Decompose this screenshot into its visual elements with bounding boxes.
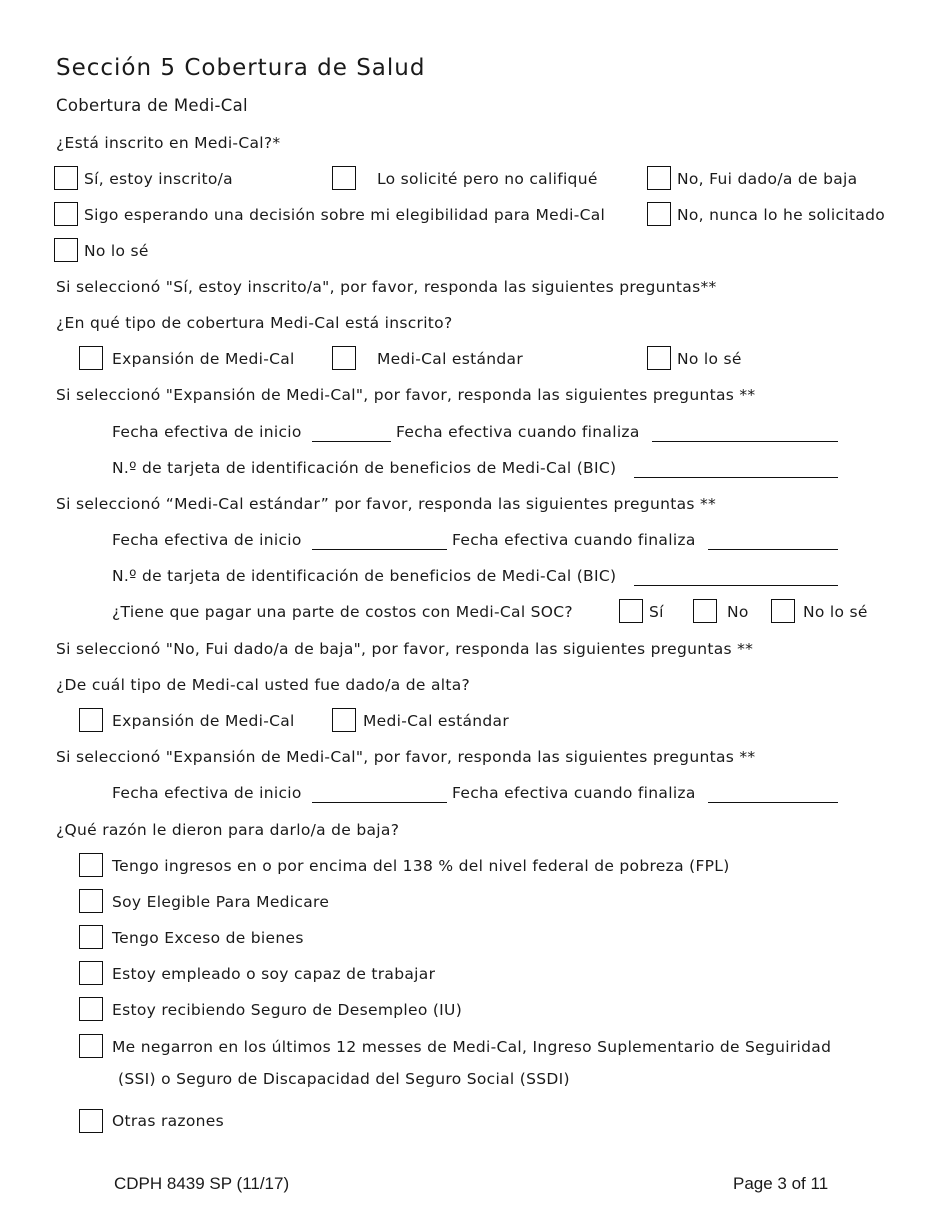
label-coverage-unknown: No lo sé <box>677 350 742 368</box>
soc-question: ¿Tiene que pagar una parte de costos con Medi-Cal SOC? <box>112 603 573 621</box>
expansion-end-date-field[interactable] <box>652 441 838 442</box>
checkbox-never-applied[interactable] <box>647 202 671 226</box>
expansion-bic-label: N.º de tarjeta de identificación de beneficios de Medi-Cal (BIC) <box>112 459 617 477</box>
expansion-instruction: Si seleccionó "Expansión de Medi-Cal", por favor, responda las siguientes preguntas ** <box>56 386 756 404</box>
checkbox-dropped-expansion[interactable] <box>79 708 103 732</box>
if-dropped-instruction: Si seleccionó "No, Fui dado/a de baja", por favor, responda las siguientes preguntas ** <box>56 640 754 658</box>
checkbox-enrolled-yes[interactable] <box>54 166 78 190</box>
standard-bic-field[interactable] <box>634 585 838 586</box>
label-soc-unknown: No lo sé <box>803 603 868 621</box>
if-yes-instruction: Si seleccionó "Sí, estoy inscrito/a", por favor, responda las siguientes preguntas** <box>56 278 717 296</box>
label-reason-other: Otras razones <box>112 1112 224 1130</box>
reason-question: ¿Qué razón le dieron para darlo/a de baja? <box>56 821 400 839</box>
expansion-end-label: Fecha efectiva cuando finaliza <box>396 423 640 441</box>
footer-form-id: CDPH 8439 SP (11/17) <box>114 1174 290 1193</box>
checkbox-dropped-standard[interactable] <box>332 708 356 732</box>
checkbox-reason-employed[interactable] <box>79 961 103 985</box>
checkbox-soc-no[interactable] <box>693 599 717 623</box>
label-dropped-standard: Medi-Cal estándar <box>363 712 510 730</box>
checkbox-reason-excess-assets[interactable] <box>79 925 103 949</box>
checkbox-reason-income[interactable] <box>79 853 103 877</box>
label-applied-not-qualified: Lo solicité pero no califiqué <box>377 170 598 188</box>
section-subtitle: Cobertura de Medi-Cal <box>56 96 248 115</box>
label-coverage-standard: Medi-Cal estándar <box>377 350 524 368</box>
expansion-start-date-field[interactable] <box>312 441 391 442</box>
label-soc-yes: Sí <box>649 603 664 621</box>
dropped-end-date-field[interactable] <box>708 802 838 803</box>
checkbox-reason-denied-ssi[interactable] <box>79 1034 103 1058</box>
label-reason-excess-assets: Tengo Exceso de bienes <box>112 929 304 947</box>
label-awaiting-decision: Sigo esperando una decisión sobre mi elegibilidad para Medi-Cal <box>84 206 606 224</box>
expansion-bic-field[interactable] <box>634 477 838 478</box>
checkbox-dropped[interactable] <box>647 166 671 190</box>
enrolled-question: ¿Está inscrito en Medi-Cal?* <box>56 134 281 152</box>
checkbox-reason-unemployment[interactable] <box>79 997 103 1021</box>
label-soc-no: No <box>727 603 749 621</box>
label-reason-denied-ssi: Me negarron en los últimos 12 messes de Medi-Cal, Ingreso Suplementario de Seguiridad <box>112 1038 832 1056</box>
checkbox-reason-other[interactable] <box>79 1109 103 1133</box>
checkbox-coverage-expansion[interactable] <box>79 346 103 370</box>
label-reason-unemployment: Estoy recibiendo Seguro de Desempleo (IU) <box>112 1001 463 1019</box>
dropped-start-label: Fecha efectiva de inicio <box>112 784 302 802</box>
checkbox-soc-unknown[interactable] <box>771 599 795 623</box>
standard-end-date-field[interactable] <box>708 549 838 550</box>
label-never-applied: No, nunca lo he solicitado <box>677 206 886 224</box>
dropped-start-date-field[interactable] <box>312 802 447 803</box>
dropped-type-question: ¿De cuál tipo de Medi-cal usted fue dado/a de alta? <box>56 676 471 694</box>
section-title: Sección 5 Cobertura de Salud <box>56 55 426 81</box>
checkbox-soc-yes[interactable] <box>619 599 643 623</box>
checkbox-coverage-unknown[interactable] <box>647 346 671 370</box>
standard-end-label: Fecha efectiva cuando finaliza <box>452 531 696 549</box>
expansion-start-label: Fecha efectiva de inicio <box>112 423 302 441</box>
label-enrolled-unknown: No lo sé <box>84 242 149 260</box>
checkbox-enrolled-unknown[interactable] <box>54 238 78 262</box>
label-dropped-expansion: Expansión de Medi-Cal <box>112 712 295 730</box>
label-reason-employed: Estoy empleado o soy capaz de trabajar <box>112 965 436 983</box>
label-dropped: No, Fui dado/a de baja <box>677 170 858 188</box>
standard-bic-label: N.º de tarjeta de identificación de beneficios de Medi-Cal (BIC) <box>112 567 617 585</box>
checkbox-applied-not-qualified[interactable] <box>332 166 356 190</box>
label-enrolled-yes: Sí, estoy inscrito/a <box>84 170 233 188</box>
checkbox-awaiting-decision[interactable] <box>54 202 78 226</box>
label-reason-income: Tengo ingresos en o por encima del 138 % del nivel federal de pobreza (FPL) <box>112 857 730 875</box>
label-coverage-expansion: Expansión de Medi-Cal <box>112 350 295 368</box>
standard-instruction: Si seleccionó “Medi-Cal estándar” por favor, responda las siguientes preguntas ** <box>56 495 717 513</box>
label-reason-medicare: Soy Elegible Para Medicare <box>112 893 330 911</box>
checkbox-coverage-standard[interactable] <box>332 346 356 370</box>
coverage-type-question: ¿En qué tipo de cobertura Medi-Cal está inscrito? <box>56 314 453 332</box>
standard-start-label: Fecha efectiva de inicio <box>112 531 302 549</box>
footer-page-number: Page 3 of 11 <box>733 1174 829 1193</box>
standard-start-date-field[interactable] <box>312 549 447 550</box>
dropped-end-label: Fecha efectiva cuando finaliza <box>452 784 696 802</box>
label-reason-denied-ssi-cont: (SSI) o Seguro de Discapacidad del Seguro Social (SSDI) <box>118 1070 570 1088</box>
dropped-expansion-instruction: Si seleccionó "Expansión de Medi-Cal", por favor, responda las siguientes preguntas ** <box>56 748 756 766</box>
checkbox-reason-medicare[interactable] <box>79 889 103 913</box>
